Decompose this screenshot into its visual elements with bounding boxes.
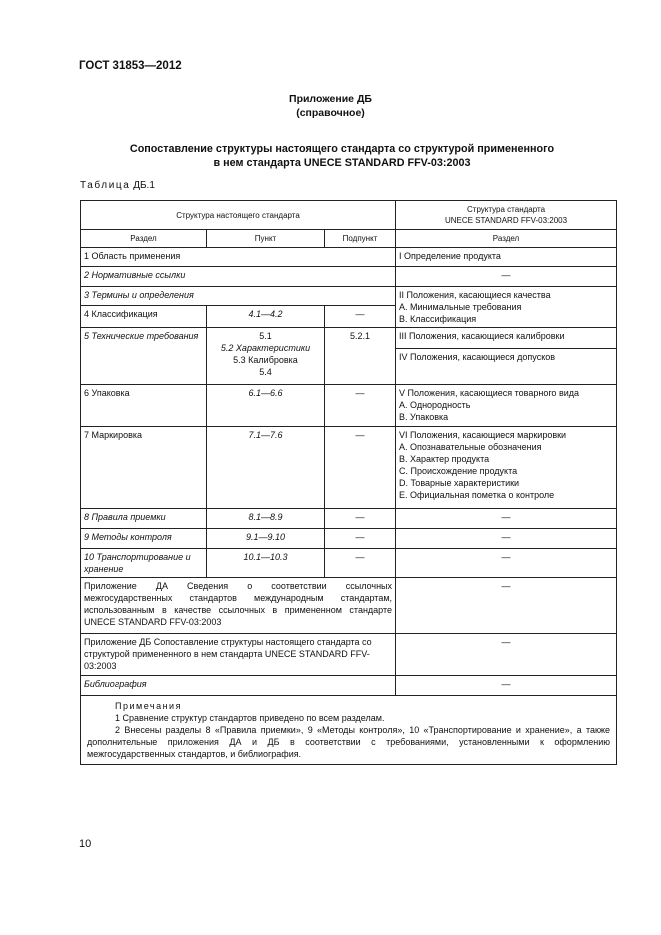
cell-right-section: IV Положения, касающиеся допусков (396, 349, 617, 385)
table-row (81, 578, 617, 634)
right-line: E. Официальная пометка о контроле (399, 490, 555, 500)
group-header-right-line2: UNECE STANDARD FFV-03:2003 (444, 216, 568, 225)
group-header-left: Структура настоящего стандарта (81, 201, 396, 230)
table-group-header-row (81, 201, 617, 230)
document-heading (80, 142, 604, 170)
right-line: VI Положения, касающиеся маркировки (399, 430, 567, 440)
table-row (81, 634, 617, 676)
table-row (81, 328, 617, 349)
cell-right-section: III Положения, касающиеся калибровки (396, 328, 617, 349)
table-row (81, 248, 617, 267)
right-line: A. Однородность (399, 400, 471, 410)
annex-subtitle: (справочное) (296, 107, 365, 119)
standard-code: ГОСТ 31853—2012 (79, 60, 182, 72)
cell-right-section: — (396, 634, 617, 676)
right-line: B. Классификация (399, 314, 477, 324)
cell-point: 9.1—9.10 (207, 529, 325, 549)
col-header-right-section: Раздел (396, 230, 617, 248)
table-row (81, 529, 617, 549)
right-line: B. Характер продукта (399, 454, 490, 464)
cell-right-section: — (396, 676, 617, 696)
table-notes (81, 696, 617, 765)
group-header-right (396, 201, 617, 230)
cell-right-section: — (396, 267, 617, 287)
structure-comparison-table (80, 200, 617, 765)
table-row (81, 385, 617, 427)
note-item: 2 Внесены разделы 8 «Правила приемки», 9 «Методы контроля», 10 «Транспортирование и хранение», а также дополнительные приложения ДА и ДБ в соответствии с требованиями, установленными к оформлению межгосударственных стандартов, и библиография. (87, 725, 611, 759)
col-header-point: Пункт (207, 230, 325, 248)
cell-subpoint: — (325, 306, 396, 328)
cell-section: 6 Упаковка (81, 385, 207, 427)
annex-title (0, 92, 661, 120)
cell-section: Библиография (81, 676, 396, 696)
point-line: 5.4 (259, 367, 272, 377)
cell-section: 2 Нормативные ссылки (81, 267, 396, 287)
cell-subpoint: 5.2.1 (325, 328, 396, 385)
cell-section: Приложение ДБ Сопоставление структуры настоящего стандарта со структурой примененного в нем стандарта UNECE STANDARD FFV-03:2003 (81, 634, 396, 676)
point-line: 5.3 Калибровка (233, 355, 298, 365)
cell-right-section: — (396, 529, 617, 549)
cell-right-section (396, 427, 617, 509)
right-line: B. Упаковка (399, 412, 449, 422)
cell-point: 6.1—6.6 (207, 385, 325, 427)
heading-line-1: Сопоставление структуры настоящего стандарта со структурой примененного (129, 143, 555, 155)
table-row (81, 287, 617, 306)
right-line: V Положения, касающиеся товарного вида (399, 388, 580, 398)
col-header-section: Раздел (81, 230, 207, 248)
table-label-number: ДБ.1 (133, 180, 155, 191)
cell-right-section (396, 385, 617, 427)
table-row (81, 509, 617, 529)
point-line: 5.1 (259, 331, 272, 341)
cell-section: Приложение ДА Сведения о соответствии ссылочных межгосударственных стандартов международным стандартам, использованным в качестве ссылочных в примененном стандарте UNECE STANDARD FFV-03:2003 (81, 578, 396, 634)
col-header-subpoint: Подпункт (325, 230, 396, 248)
table-row (81, 549, 617, 578)
cell-subpoint: — (325, 509, 396, 529)
table-column-header-row (81, 230, 617, 248)
cell-section: 1 Область применения (81, 248, 396, 267)
heading-line-2: в нем стандарта UNECE STANDARD FFV-03:2003 (213, 157, 471, 169)
cell-point: 8.1—8.9 (207, 509, 325, 529)
table-row (81, 676, 617, 696)
page-number: 10 (79, 838, 92, 850)
table-row (81, 267, 617, 287)
cell-section: 8 Правила приемки (81, 509, 207, 529)
cell-right-section: I Определение продукта (396, 248, 617, 267)
note-item: 1 Сравнение структур стандартов приведено по всем разделам. (115, 713, 385, 723)
cell-section: 9 Методы контроля (81, 529, 207, 549)
cell-section: 10 Транспортирование и хранение (81, 549, 207, 578)
cell-section: 4 Классификация (81, 306, 207, 328)
table-label (80, 180, 155, 191)
cell-point: 10.1—10.3 (207, 549, 325, 578)
right-line: C. Происхождение продукта (399, 466, 518, 476)
right-line: II Положения, касающиеся качества (399, 290, 551, 300)
cell-section: 3 Термины и определения (81, 287, 396, 306)
cell-section: 5 Технические требования (81, 328, 207, 385)
cell-section: 7 Маркировка (81, 427, 207, 509)
cell-right-section: — (396, 549, 617, 578)
point-line: 5.2 Характеристики (220, 343, 311, 353)
cell-right-section: — (396, 578, 617, 634)
right-line: A. Минимальные требования (399, 302, 522, 312)
cell-subpoint: — (325, 529, 396, 549)
right-line: A. Опознавательные обозначения (399, 442, 542, 452)
cell-point: 4.1—4.2 (207, 306, 325, 328)
notes-title: Примечания (115, 701, 182, 711)
group-header-right-line1: Структура стандарта (467, 205, 546, 214)
table-label-prefix: Таблица (80, 180, 131, 191)
cell-subpoint: — (325, 427, 396, 509)
table-notes-row (81, 696, 617, 765)
table-row (81, 427, 617, 509)
annex-name: Приложение ДБ (289, 93, 372, 105)
cell-subpoint: — (325, 549, 396, 578)
cell-point (207, 328, 325, 385)
right-line: D. Товарные характеристики (399, 478, 520, 488)
cell-right-section (396, 287, 617, 328)
cell-subpoint: — (325, 385, 396, 427)
cell-right-section: — (396, 509, 617, 529)
cell-point: 7.1—7.6 (207, 427, 325, 509)
